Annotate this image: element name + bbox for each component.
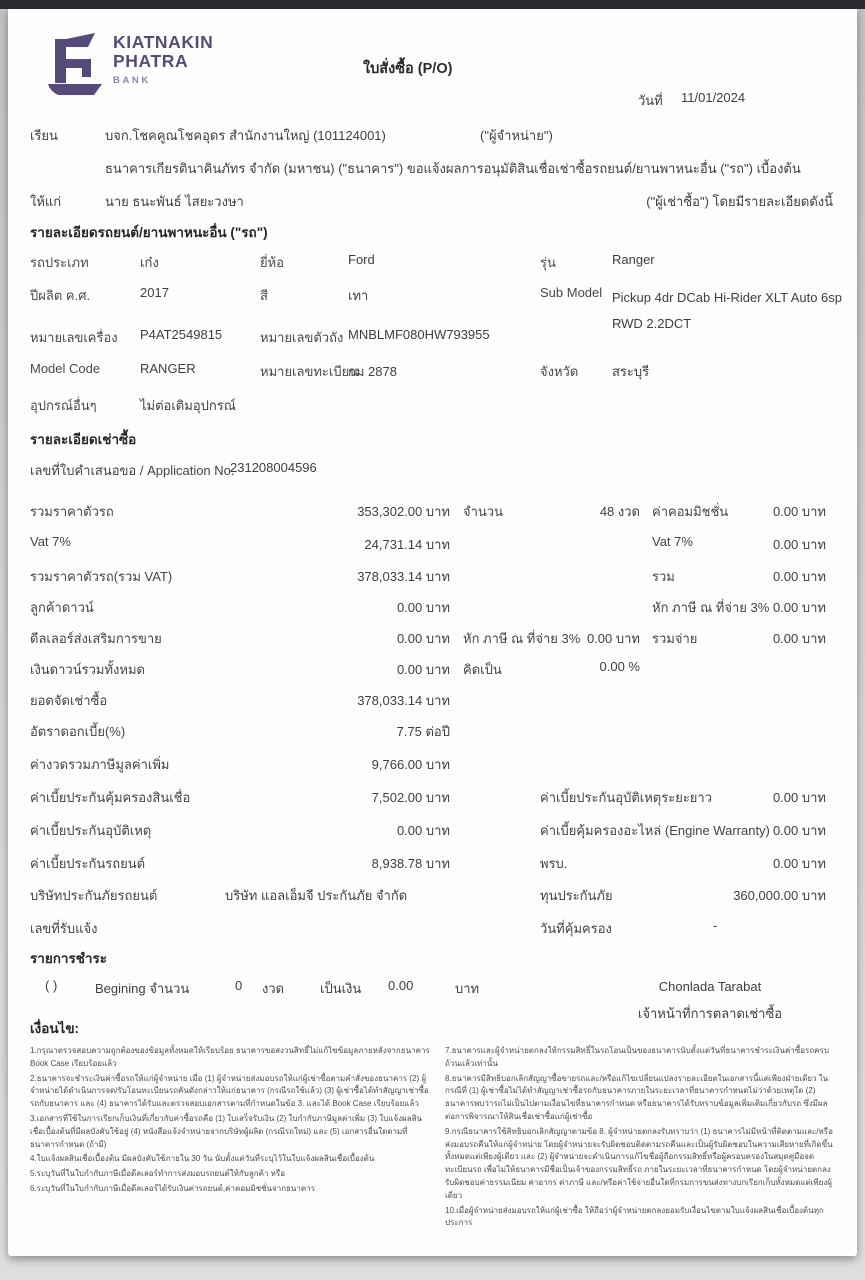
for-label: ให้แก่ [30,194,62,209]
compulsory-value: 0.00 บาท [772,856,826,871]
application-label: เลขที่ใบคำเสนอขอ / Application No. [30,463,235,478]
model-code-label: Model Code [30,361,101,376]
vehicle-brand-value: Ford [348,252,375,267]
date-row [30,90,833,112]
buyer-row [30,191,833,213]
term-item-3: 3.เอกสารที่ใช้ในการเรียกเก็บเงินที่เกี่ยวกับค่าซื้อรถคือ (1) ใบเสร็จรับเงิน (2) ใบกำกับภาษีมูลค่าเพิ่ม (3) ใบแจ้งผลสินเชื่อเบื้องต้นที่มีผลบังคับใช้อยู่ (4) หนังสือแจ้งจำหน่ายจากบริษัทผู้ผลิต (กรณีรถใหม่) และ (5) เอกสารอื่นใดตามที่ธนาคารกำหนด (ถ้ามี) [30,1113,422,1149]
payment-amount-unit: บาท [455,981,480,996]
dealer-promo-value: 0.00 บาท [396,631,450,646]
total-incl-vat-value: 378,033.14 บาท [357,569,450,584]
payment-section-header: รายการชำระ [30,951,107,966]
fin-row-pa-insurance [30,820,833,842]
terms-right-column [445,1045,835,1232]
pa-longterm-value: 0.00 บาท [772,790,826,805]
buyer-role: ("ผู้เช่าซื้อ") โดยมีรายละเอียดดังนี้ [646,194,833,209]
bank-statement-row [30,158,833,180]
fin-row-dealer-promo [30,628,833,650]
vehicle-model-label: รุ่น [540,255,556,270]
motor-insurance-value: 8,938.78 บาท [371,856,450,871]
registration-value: กม 2878 [348,364,397,379]
vat-value: 24,731.14 บาท [364,537,450,552]
coverage-date-label: วันที่คุ้มครอง [540,921,612,936]
engine-no-value: P4AT2549815 [140,327,223,342]
percent-label: คิดเป็น [463,662,502,677]
customer-down-value: 0.00 บาท [396,600,450,615]
vehicle-row-1 [30,252,833,274]
engine-warranty-label: ค่าเบี้ยคุ้มครองอะไหล่ (Engine Warranty) [540,823,770,838]
term-item-2: 2.ธนาคารจะชำระเงินค่าซื้อรถให้แก่ผู้จำหน่าย เมื่อ (1) ผู้จำหน่ายส่งมอบรถให้แก่ผู้เช่าซื้อตามคำสั่งของธนาคาร (2) ผู้จำหน่ายได้ดำเนินการจด/รับโอนทะเบียนรถคันดังกล่าวให้แก่ธนาคาร (กรณีรถใช้แล้ว) (3) ผู้เช่าซื้อได้ทำสัญญาเช่าซื้อรถกับธนาคาร และ (4) ธนาคารได้รับและตรวจสอบเอกสารตามที่กำหนดในข้อ 3. และได้ Book Case เรียบร้อยแล้ว [30,1073,429,1109]
term-item-1: 1.กรุณาตรวจสอบความถูกต้องของข้อมูลทั้งหมดให้เรียบร้อย ธนาคารขอสงวนสิทธิ์ไม่แก้ไขข้อมูลภายหลังจากธนาคาร Book Case เรียบร้อยแล้ว [30,1046,430,1068]
application-row [30,460,833,482]
withholding-mid-label: หัก ภาษี ณ ที่จ่าย 3% [463,631,581,646]
payment-section-header-row [30,947,833,969]
financed-value: 378,033.14 บาท [357,693,450,708]
fin-row-total-incl-vat [30,566,833,588]
payment-label: Begining จำนวน [95,981,190,996]
province-label: จังหวัด [540,364,579,379]
compulsory-label: พรบ. [540,856,568,871]
title-row [30,57,833,79]
insurer-value: บริษัท แอลเอ็มจี ประกันภัย จำกัด [225,888,408,903]
term-item-6: 6.ระบุวันที่ในใบกำกับภาษีเมื่อดีลเลอร์ได้รับเงินค่ารถยนต์,ค่าคอมมิชชั่นจากธนาคาร [30,1183,316,1193]
vehicle-type-label: รถประเภท [30,255,89,270]
buyer-name: นาย ธนะพันธ์ ไสยะวงษา [105,194,244,209]
sum-right-value: 0.00 บาท [772,569,826,584]
to-label: เรียน [30,128,58,143]
total-pay-value: 0.00 บาท [772,631,826,646]
credit-insurance-value: 7,502.00 บาท [371,790,450,805]
province-value: สระบุรี [612,364,650,379]
vat-right-label: Vat 7% [652,534,693,549]
payment-checkbox: ( ) [45,978,58,993]
vehicle-model-value: Ranger [612,252,655,267]
claim-no-label: เลขที่รับแจ้ง [30,921,98,936]
commission-value: 0.00 บาท [772,504,826,519]
fin-row-total-price [30,501,833,523]
fin-row-interest [30,721,833,743]
interest-value: 7.75 ต่อปี [396,724,450,739]
term-item-5: 5.ระบุวันที่ในใบกำกับภาษีเมื่อดีลเลอร์ทำการส่งมอบรถยนต์ให้กับลูกค้า หรือ [30,1169,286,1179]
chassis-no-value: MNBLMF080HW793955 [348,327,490,342]
vehicle-color-label: สี [260,288,268,303]
term-item-9: 9.กรณีธนาคารใช้สิทธิบอกเลิกสัญญาตามข้อ 8. ผู้จำหน่ายตกลงรับทราบว่า (1) ธนาคารไม่มีหน้าที่ติดตามและ/หรือส่งมอบรถคืนให้แก่ผู้จำหน่าย โดยผู้จำหน่ายจะรับผิดชอบติดตามรถคืนและเป็นผู้รับผิดชอบในความเสียหายที่เกิดขึ้นทั้งหมดแต่เพียงผู้เดียว และ (2) ผู้จำหน่ายจะดำเนินการแก้ไขชื่อผู้ถือกรรมสิทธิ์หรือผู้ครอบครองในสมุดคู่มือจดทะเบียนรถ เพื่อไม่ให้ธนาคารมีชื่อเป็นเจ้าของกรรมสิทธิ์รถ ภายในระยะเวลาที่ธนาคารกำหนด โดยผู้จำหน่ายตกลงรับผิดชอบค่าธรรมเนียม ค่าอากร ค่าภาษี และ/หรือค่าใช้จ่ายอื่นใดที่กรมการขนส่งทางบกเรียกเก็บทั้งหมดแต่เพียงผู้เดียว [445,1126,833,1200]
vehicle-row-4 [30,361,833,383]
fin-row-insurer [30,885,833,907]
insurer-label: บริษัทประกันภัยรถยนต์ [30,888,158,903]
vehicle-section-header-row [30,221,833,243]
fin-row-claim [30,918,833,940]
terms-left-column [30,1045,433,1198]
vehicle-submodel-label: Sub Model [540,285,603,300]
fin-row-credit-insurance [30,787,833,809]
fin-row-vat [30,534,833,556]
hire-section-header: รายละเอียดเช่าซื้อ [30,432,137,447]
terms-header: เงื่อนไข: [30,1021,80,1036]
payment-count: 0 [235,978,243,993]
model-code-value: RANGER [140,361,196,376]
vehicle-submodel-value: Pickup 4dr DCab Hi-Rider XLT Auto 6sp RWD 2.2DCT [612,290,843,331]
total-down-label: เงินดาวน์รวมทั้งหมด [30,662,145,677]
term-item-8: 8.ธนาคารมีสิทธิบอกเลิกสัญญาซื้อขายรถและ/หรือแก้ไขเปลี่ยนแปลงรายละเอียดในเอกสารนี้แต่เพียงฝ่ายเดียว ในกรณีที่ (1) ผู้เช่าซื้อไม่ได้ทำสัญญาเช่าซื้อรถกับธนาคารภายในระยะเวลาที่ธนาคารกำหนดไม่ว่าด้วยเหตุใด (2) ธนาคารพบว่ารถไม่เป็นไปตามเงื่อนไขที่ธนาคารกำหนด หรือธนาคารได้รับทราบข้อมูลเพิ่มเติมเกี่ยวกับรถ ซึ่งมีผลต่อการพิจารณาให้สินเชื่อเช่าซื้อแก่ผู้เช่าซื้อ [445,1073,829,1121]
vehicle-year-label: ปีผลิต ค.ศ. [30,288,91,303]
withholding-right-value: 0.00 บาท [772,600,826,615]
bank-name-line1: KIATNAKIN [113,32,214,52]
pa-longterm-label: ค่าเบี้ยประกันอุบัติเหตุระยะยาว [540,790,713,805]
term-value: 48 งวด [599,504,640,519]
fin-row-total-down [30,659,833,681]
term-item-4: 4.ใบแจ้งผลสินเชื่อเบื้องต้น มีผลบังคับใช้ภายใน 30 วัน นับตั้งแต่วันที่ระบุไว้ในใบแจ้งผลสินเชื่อเบื้องต้น [30,1154,375,1164]
vehicle-type-value: เก๋ง [140,255,159,270]
accessories-label: อุปกรณ์อื่นๆ [30,398,97,413]
application-number: 231208004596 [230,460,317,475]
bank-name-line2: PHATRA [113,51,189,71]
photo-top-edge [0,0,865,9]
vehicle-brand-label: ยี่ห้อ [260,255,284,270]
engine-no-label: หมายเลขเครื่อง [30,330,118,345]
terms-header-row [30,1017,833,1039]
vehicle-year-value: 2017 [140,285,169,300]
interest-label: อัตราดอกเบี้ย(%) [30,724,126,739]
vehicle-color-value: เทา [348,288,369,303]
term-item-7: 7.ธนาคารและผู้จำหน่ายตกลงให้กรรมสิทธิ์ในรถโอนเป็นของธนาคารนับตั้งแต่วันที่ธนาคารชำระเงินค่าซื้อรถครบถ้วนแล้วเท่านั้น [445,1046,829,1068]
vehicle-row-5 [30,395,833,417]
customer-down-label: ลูกค้าดาวน์ [30,600,94,615]
registration-label: หมายเลขทะเบียน [260,364,359,379]
financed-label: ยอดจัดเช่าซื้อ [30,693,108,708]
hire-section-header-row [30,428,833,450]
doc-title: ใบสั่งซื้อ (P/O) [363,61,453,77]
withholding-right-label: หัก ภาษี ณ ที่จ่าย 3% [652,600,770,615]
chassis-no-label: หมายเลขตัวถัง [260,330,344,345]
payment-count-unit: งวด [262,981,285,996]
percent-value: 0.00 % [599,659,640,674]
motor-insurance-label: ค่าเบี้ยประกันรถยนต์ [30,856,146,871]
date-label: วันที่ [638,93,663,108]
installment-value: 9,766.00 บาท [371,757,450,772]
dealer-promo-label: ดีลเลอร์ส่งเสริมการขาย [30,631,162,646]
date-value: 11/01/2024 [681,90,746,105]
sum-insured-label: ทุนประกันภัย [540,888,613,903]
pa-insurance-value: 0.00 บาท [396,823,450,838]
term-item-10: 10.เมื่อผู้จำหน่ายส่งมอบรถให้แก่ผู้เช่าซื้อ ให้ถือว่าผู้จำหน่ายตกลงยอมรับเงื่อนไขตามใบแจ้งผลสินเชื่อเบื้องต้นทุกประการ [445,1205,824,1228]
vehicle-row-3 [30,327,833,349]
term-label: จำนวน [463,504,503,519]
total-down-value: 0.00 บาท [396,662,450,677]
coverage-date-value: - [713,918,718,933]
vehicle-section-header: รายละเอียดรถยนต์/ยานพาหนะอื่น ("รถ") [30,225,268,240]
total-price-value: 353,302.00 บาท [357,504,450,519]
total-incl-vat-label: รวมราคาตัวรถ(รวม VAT) [30,569,173,584]
fin-row-motor-insurance [30,853,833,875]
withholding-mid-value: 0.00 บาท [586,631,640,646]
sum-right-label: รวม [652,569,675,584]
payment-amount-label: เป็นเงิน [320,981,362,996]
fin-row-down [30,597,833,619]
dealer-name: บจก.โชคคูณโชคอุดร สำนักงานใหญ่ (101124001) [105,128,386,143]
total-price-label: รวมราคาตัวรถ [30,504,114,519]
purchase-order-page [8,9,857,1256]
total-pay-label: รวมจ่าย [652,631,698,646]
bank-statement: ธนาคารเกียรตินาคินภัทร จำกัด (มหาชน) ("ธนาคาร") ขอแจ้งผลการอนุมัติสินเชื่อเช่าซื้อรถยนต์/ยานพาหนะอื่น ("รถ") เบื้องต้น [105,161,801,176]
vat-right-value: 0.00 บาท [772,537,826,552]
fin-row-installment [30,754,833,776]
fin-row-financed [30,690,833,712]
engine-warranty-value: 0.00 บาท [772,823,826,838]
officer-title: เจ้าหน้าที่การตลาดเช่าซื้อ [637,1006,783,1021]
dealer-row [30,125,833,147]
officer-name: Chonlada Tarabat [658,979,762,994]
sum-insured-value: 360,000.00 บาท [733,888,826,903]
bank-name-line3: BANK [113,75,151,86]
commission-label: ค่าคอมมิชชั่น [652,504,729,519]
installment-label: ค่างวดรวมภาษีมูลค่าเพิ่ม [30,757,170,772]
pa-insurance-label: ค่าเบี้ยประกันอุบัติเหตุ [30,823,152,838]
dealer-role: ("ผู้จำหน่าย") [480,128,553,143]
vat-label: Vat 7% [30,534,71,549]
credit-insurance-label: ค่าเบี้ยประกันคุ้มครองสินเชื่อ [30,790,191,805]
accessories-value: ไม่ต่อเติมอุปกรณ์ [140,398,236,413]
payment-amount: 0.00 [388,978,414,993]
